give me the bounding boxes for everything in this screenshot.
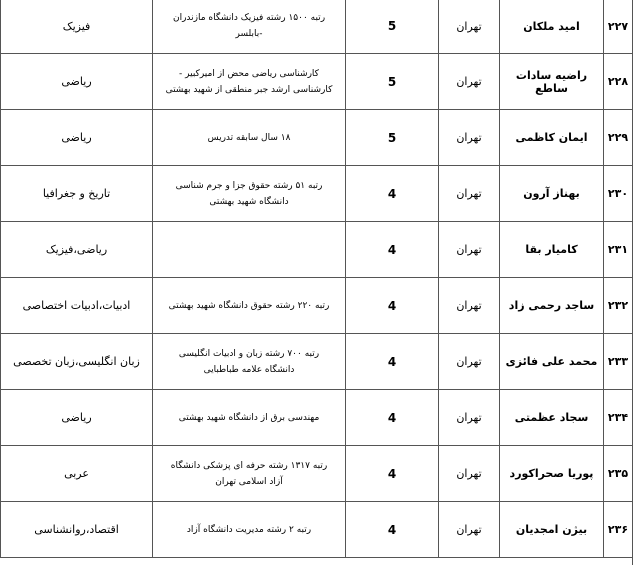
row-number: ۲۲۹ <box>607 131 629 144</box>
grade: 4 <box>387 242 397 257</box>
subject-field-cell <box>0 502 152 557</box>
teacher-name-cell <box>499 446 603 501</box>
grade-cell <box>345 334 438 389</box>
row-number: ۲۳۱ <box>607 243 629 256</box>
teacher-name-cell <box>499 390 603 445</box>
description: کارشناسی ریاضی محض از امیرکبیر - کارشناسی ارشد جبر منطقی از شهید بهشتی <box>165 68 333 95</box>
teacher-name: پوریا صحراکورد <box>509 467 594 480</box>
table-row <box>0 166 633 222</box>
teacher-name-cell <box>499 54 603 109</box>
teacher-name: محمد علی فائزی <box>505 355 598 368</box>
table-row <box>0 54 633 110</box>
description-cell <box>152 502 345 557</box>
description-cell <box>152 446 345 501</box>
grade-cell <box>345 110 438 165</box>
city-cell <box>438 166 499 221</box>
teacher-name: ایمان کاظمی <box>515 131 588 144</box>
grade-cell <box>345 446 438 501</box>
row-number-cell <box>603 278 633 333</box>
grade-cell <box>345 54 438 109</box>
teacher-name: بیژن امجدیان <box>515 523 588 536</box>
teacher-name-cell <box>499 278 603 333</box>
description-cell <box>152 334 345 389</box>
row-number: ۲۳۴ <box>607 411 629 424</box>
grade-cell <box>345 502 438 557</box>
city: تهران <box>456 355 482 368</box>
subject-field-cell <box>0 0 152 53</box>
subject-field-cell <box>0 166 152 221</box>
description: رتبه ۲۲۰ رشته حقوق دانشگاه شهید بهشتی <box>168 300 330 311</box>
subject-field-cell <box>0 110 152 165</box>
description-cell <box>152 166 345 221</box>
subject-field: ریاضی،فیزیک <box>45 243 108 256</box>
city-cell <box>438 334 499 389</box>
description: رتبه ۲ رشته مدیریت دانشگاه آزاد <box>186 524 312 535</box>
description: رتبه ۷۰۰ رشته زبان و ادبیات انگلیسی دانشگاه علامه طباطبایی <box>178 348 320 375</box>
subject-field-cell <box>0 390 152 445</box>
row-number-cell <box>603 446 633 501</box>
description: رتبه ۱۳۱۷ رشته حرفه ای پزشکی دانشگاه آزاد اسلامی تهران <box>170 460 328 487</box>
subject-field: ریاضی <box>61 131 92 144</box>
description-cell <box>152 222 345 277</box>
table-row <box>0 0 633 54</box>
teacher-name: بهناز آرون <box>523 187 580 200</box>
subject-field: تاریخ و جغرافیا <box>42 187 111 200</box>
teacher-name-cell <box>499 0 603 53</box>
city: تهران <box>456 243 482 256</box>
teacher-name: ساجد رحمی زاد <box>508 299 595 312</box>
description-cell <box>152 0 345 53</box>
description-cell <box>152 54 345 109</box>
city: تهران <box>456 411 482 424</box>
row-number-cell <box>603 502 633 557</box>
city: تهران <box>456 299 482 312</box>
subject-field: اقتصاد،روانشناسی <box>34 523 119 536</box>
city: تهران <box>456 131 482 144</box>
description: مهندسی برق از دانشگاه شهید بهشتی <box>178 412 320 423</box>
grade: 5 <box>387 74 397 89</box>
grade: 4 <box>387 410 397 425</box>
city-cell <box>438 278 499 333</box>
row-number-cell <box>603 0 633 53</box>
city-cell <box>438 222 499 277</box>
teacher-name-cell <box>499 334 603 389</box>
city: تهران <box>456 467 482 480</box>
teacher-name: کامیار بقا <box>525 243 578 256</box>
table-row <box>0 334 633 390</box>
city-cell <box>438 0 499 53</box>
grade: 5 <box>387 130 397 145</box>
grade-cell <box>345 0 438 53</box>
grade: 4 <box>387 466 397 481</box>
subject-field: ادبیات،ادبیات اختصاصی <box>22 299 131 312</box>
city-cell <box>438 54 499 109</box>
city: تهران <box>456 187 482 200</box>
row-number: ۲۳۰ <box>607 187 629 200</box>
row-number: ۲۲۸ <box>607 75 629 88</box>
teacher-name: سجاد عظمتی <box>514 411 589 424</box>
teacher-name-cell <box>499 110 603 165</box>
table-row <box>0 502 633 558</box>
grade-cell <box>345 166 438 221</box>
grade: 4 <box>387 522 397 537</box>
table-row <box>0 110 633 166</box>
row-number-cell <box>603 166 633 221</box>
teacher-name-cell <box>499 222 603 277</box>
grade-cell <box>345 222 438 277</box>
city-cell <box>438 446 499 501</box>
city-cell <box>438 110 499 165</box>
subject-field-cell <box>0 222 152 277</box>
subject-field-cell <box>0 334 152 389</box>
subject-field: عربی <box>64 467 89 480</box>
table-row <box>0 278 633 334</box>
subject-field-cell <box>0 54 152 109</box>
teacher-name: راضیه سادات ساطع <box>515 68 588 95</box>
row-number-cell <box>603 222 633 277</box>
city: تهران <box>456 75 482 88</box>
teacher-name: امید ملکان <box>523 19 580 33</box>
row-number-cell <box>603 334 633 389</box>
grade-cell <box>345 390 438 445</box>
teacher-name-cell <box>499 502 603 557</box>
grade: 4 <box>387 298 397 313</box>
description: رتبه ۱۵۰۰ رشته فیزیک دانشگاه مازندران -بابلسر <box>172 13 326 39</box>
description-cell <box>152 278 345 333</box>
subject-field: زبان انگلیسی،زبان تخصصی <box>13 355 140 368</box>
row-number: ۲۳۳ <box>607 355 629 368</box>
row-number: ۲۳۲ <box>607 299 629 312</box>
subject-field-cell <box>0 278 152 333</box>
subject-field-cell <box>0 446 152 501</box>
city: تهران <box>456 523 482 536</box>
row-number-cell <box>603 390 633 445</box>
city: تهران <box>456 19 482 33</box>
description: ۱۸ سال سابقه تدریس <box>207 132 291 143</box>
teacher-name-cell <box>499 166 603 221</box>
description-cell <box>152 110 345 165</box>
grade: 4 <box>387 354 397 369</box>
city-cell <box>438 502 499 557</box>
description-cell <box>152 390 345 445</box>
subject-field: ریاضی <box>61 75 92 88</box>
city-cell <box>438 390 499 445</box>
row-number: ۲۲۷ <box>607 19 629 33</box>
grade-cell <box>345 278 438 333</box>
grade: 4 <box>387 186 397 201</box>
subject-field: ریاضی <box>61 411 92 424</box>
row-number: ۲۳۶ <box>607 523 629 536</box>
description: رتبه ۵۱ رشته حقوق جزا و جرم شناسی دانشگاه شهید بهشتی <box>175 180 323 207</box>
table-row <box>0 390 633 446</box>
row-number-cell <box>603 110 633 165</box>
subject-field: فیزیک <box>62 19 91 33</box>
row-number: ۲۳۵ <box>607 467 629 480</box>
table-row <box>0 222 633 278</box>
table-row <box>0 446 633 502</box>
grade: 5 <box>387 19 397 33</box>
row-number-cell <box>603 54 633 109</box>
